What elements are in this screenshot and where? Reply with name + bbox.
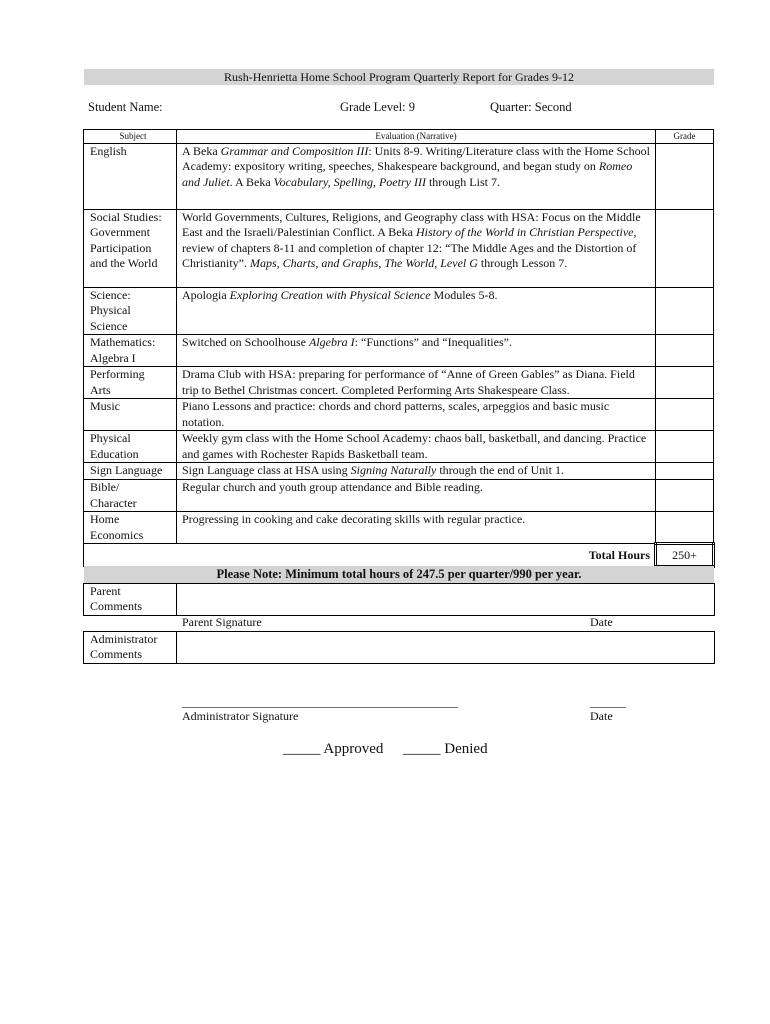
subject-cell: Science: Physical Science — [84, 288, 177, 335]
parent-comments-label: Parent Comments — [84, 584, 177, 616]
grade-cell[interactable] — [656, 335, 714, 367]
evaluation-column-header: Evaluation (Narrative) — [177, 130, 656, 144]
total-hours-label: Total Hours — [84, 544, 656, 567]
subject-cell: Physical Education — [84, 431, 177, 463]
evaluation-table — [83, 129, 715, 568]
subject-cell: Sign Language — [84, 463, 177, 480]
grade-cell[interactable] — [656, 288, 714, 335]
table-row — [84, 210, 714, 288]
evaluation-cell: Drama Club with HSA: preparing for performance of “Anne of Green Gables” as Diana. Field trip to Bethel Christmas concert. Completed Performing Arts Shakespeare Class. — [177, 367, 656, 399]
grade-column-header: Grade — [656, 130, 714, 144]
minimum-hours-note: Please Note: Minimum total hours of 247.5 per quarter/990 per year. — [84, 566, 714, 583]
table-row — [84, 480, 714, 512]
parent-comments-field[interactable] — [177, 584, 715, 616]
subject-cell: Performing Arts — [84, 367, 177, 399]
administrator-comments-field[interactable] — [177, 632, 715, 664]
grade-cell[interactable] — [656, 431, 714, 463]
table-row — [84, 463, 714, 480]
evaluation-cell: A Beka Grammar and Composition III: Units 8-9. Writing/Literature class with the Home School Academy: expository writing, speeches, Shakespeare background, and began study on Romeo and Juliet. A Beka Vocabulary, Spelling, Poetry III through List 7. — [177, 144, 656, 210]
evaluation-cell: Progressing in cooking and cake decorating skills with regular practice. — [177, 512, 656, 544]
subject-cell: Music — [84, 399, 177, 431]
quarter: Quarter: Second — [490, 100, 572, 114]
evaluation-cell: Weekly gym class with the Home School Academy: chaos ball, basketball, and dancing. Practice and games with Rochester Rapids Basketball team. — [177, 431, 656, 463]
table-row — [84, 512, 714, 544]
administrator-date-line: ______ — [590, 695, 626, 709]
table-row — [84, 399, 714, 431]
grade-level: Grade Level: 9 — [340, 100, 415, 114]
administrator-comments-label: Administrator Comments — [84, 632, 177, 664]
administrator-date-label: Date — [590, 709, 613, 723]
evaluation-cell: Piano Lessons and practice: chords and chord patterns, scales, arpeggios and basic music notation. — [177, 399, 656, 431]
report-title: Rush-Henrietta Home School Program Quarterly Report for Grades 9-12 — [84, 69, 714, 85]
table-header — [84, 130, 714, 144]
grade-cell[interactable] — [656, 144, 714, 210]
subject-cell: Social Studies: Government Participation and the World — [84, 210, 177, 288]
grade-cell[interactable] — [656, 210, 714, 288]
administrator-signature-label: Administrator Signature — [182, 709, 299, 723]
evaluation-cell: Regular church and youth group attendance and Bible reading. — [177, 480, 656, 512]
table-row — [84, 335, 714, 367]
subject-cell: English — [84, 144, 177, 210]
approved-option: _____ Approved — [283, 741, 384, 757]
grade-cell[interactable] — [656, 512, 714, 544]
evaluation-cell: Sign Language class at HSA using Signing Naturally through the end of Unit 1. — [177, 463, 656, 480]
subject-cell: Mathematics: Algebra I — [84, 335, 177, 367]
evaluation-cell: Switched on Schoolhouse Algebra I: “Functions” and “Inequalities”. — [177, 335, 656, 367]
grade-cell[interactable] — [656, 480, 714, 512]
grade-cell[interactable] — [656, 367, 714, 399]
parent-date-label: Date — [590, 615, 613, 629]
administrator-signature-line: ______________________________________________ — [182, 695, 458, 709]
total-hours-value: 250+ — [656, 544, 714, 567]
grade-cell[interactable] — [656, 463, 714, 480]
grade-cell[interactable] — [656, 399, 714, 431]
table-row — [84, 367, 714, 399]
table-row — [84, 288, 714, 335]
table-row — [84, 144, 714, 210]
total-hours-row — [84, 544, 714, 567]
denied-option: _____ Denied — [403, 741, 488, 757]
evaluation-cell: Apologia Exploring Creation with Physical Science Modules 5-8. — [177, 288, 656, 335]
evaluation-cell: World Governments, Cultures, Religions, and Geography class with HSA: Focus on the Middle East and the Israeli/Palestinian Conflict. A Beka History of the World in Christian Perspective, review of chapters 8-11 and completion of chapter 12: “The Middle Ages and the Distortion of Christianity”. Maps, Charts, and Graphs, The World, Level G through Lesson 7. — [177, 210, 656, 288]
table-row — [84, 431, 714, 463]
parent-comments-box — [83, 583, 715, 616]
subject-column-header: Subject — [84, 130, 177, 144]
student-name-label: Student Name: — [88, 100, 163, 114]
parent-signature-label: Parent Signature — [182, 615, 262, 629]
administrator-comments-box — [83, 631, 715, 664]
subject-cell: Home Economics — [84, 512, 177, 544]
subject-cell: Bible/ Character — [84, 480, 177, 512]
